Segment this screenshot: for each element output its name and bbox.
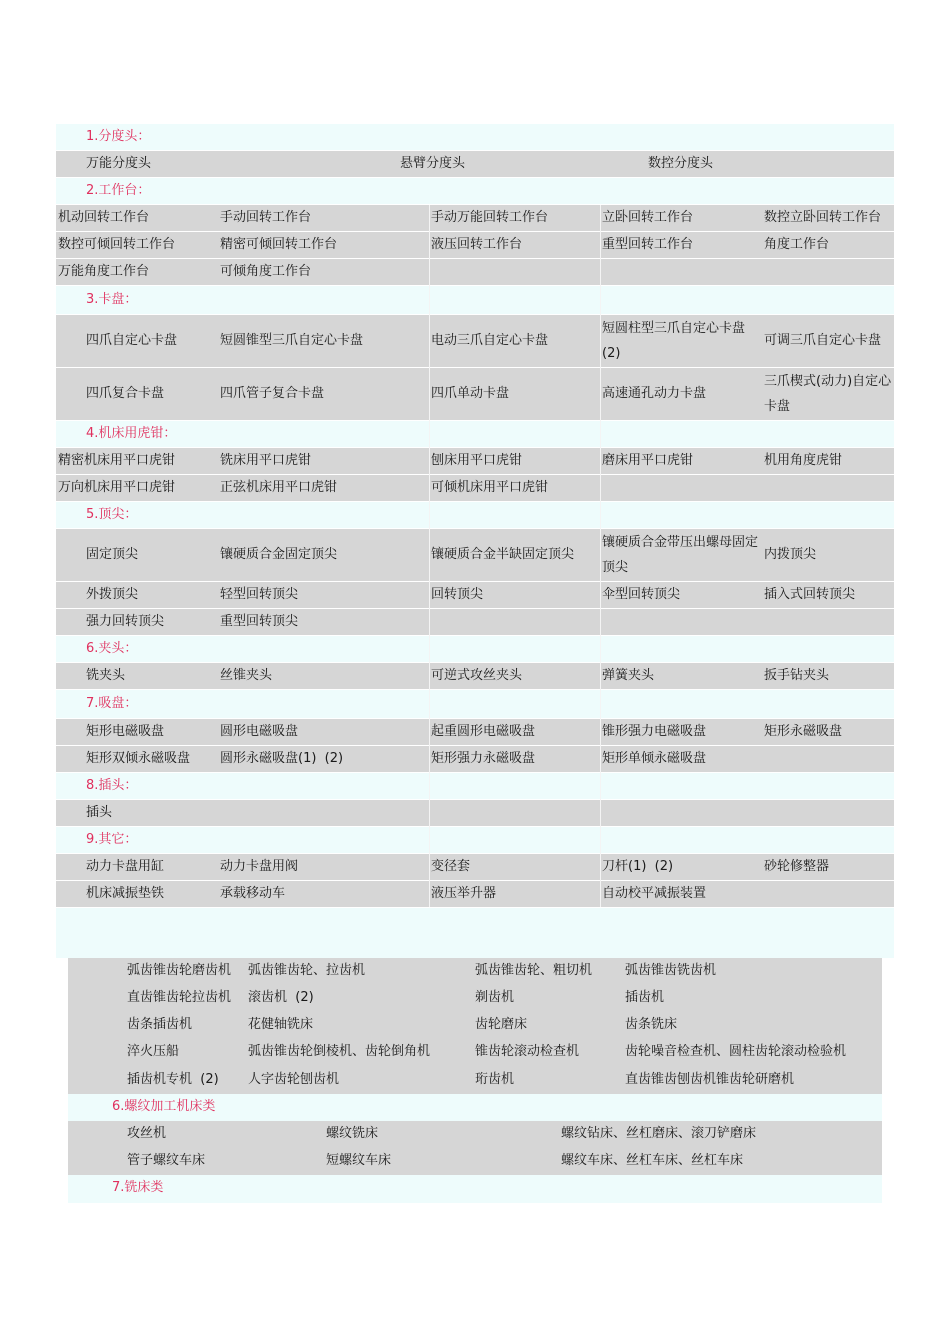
table-row [56,881,894,907]
list-item[interactable]: 动力卡盘用缸 [86,859,165,874]
section-4-heading-row [56,421,894,447]
list-item[interactable]: 三爪楔式(动力)自定心卡盘 [764,374,892,414]
table-row [56,800,894,826]
list-item[interactable]: 悬臂分度头 [400,156,466,171]
list-item[interactable]: 直齿锥齿轮拉齿机 [127,990,232,1005]
list-item[interactable]: 弧齿锥齿轮、拉齿机 [248,963,366,978]
table-row [56,475,894,501]
list-item[interactable]: 数控立卧回转工作台 [764,210,882,225]
list-item[interactable]: 插头 [86,805,113,820]
list-item[interactable]: 珩齿机 [475,1072,515,1087]
table-row [56,609,894,635]
list-item[interactable]: 螺纹钻床、丝杠磨床、滚刀铲磨床 [561,1126,757,1141]
table-row [56,259,894,285]
list-item[interactable]: 镶硬质合金固定顶尖 [220,547,338,562]
list-item[interactable]: 插齿机 [625,990,665,1005]
list-item[interactable]: 弧齿锥齿轮倒棱机、齿轮倒角机 [248,1044,431,1059]
list-item[interactable]: 液压举升器 [431,886,497,901]
list-item[interactable]: 伞型回转顶尖 [602,587,681,602]
list-item[interactable]: 角度工作台 [764,237,830,252]
list-item[interactable]: 滚齿机 (2) [248,990,314,1005]
table-row [56,854,894,880]
list-item[interactable]: 弧齿锥齿轮、粗切机 [475,963,593,978]
list-item[interactable]: 起重圆形电磁吸盘 [431,724,536,739]
list-item[interactable]: 立卧回转工作台 [602,210,694,225]
section-heading: 1.分度头： [86,129,151,144]
section-heading: 6.螺纹加工机床类 [112,1099,216,1114]
list-item[interactable]: 矩形强力永磁吸盘 [431,751,536,766]
list-item[interactable]: 矩形电磁吸盘 [86,724,165,739]
list-item[interactable]: 精密可倾回转工作台 [220,237,338,252]
section-heading: 6.夹头： [86,641,138,656]
list-item[interactable]: 自动校平减振装置 [602,886,707,901]
list-item[interactable]: 万向机床用平口虎钳 [58,480,176,495]
list-item[interactable]: 机床减振垫铁 [86,886,165,901]
section-heading: 2.工作台： [86,183,151,198]
section-heading: 7.吸盘： [86,696,138,711]
list-item[interactable]: 铣夹头 [86,668,126,683]
list-item[interactable]: 齿条铣床 [625,1017,678,1032]
list-item[interactable]: 四爪自定心卡盘 [86,333,178,348]
list-item[interactable]: 短螺纹车床 [326,1153,392,1168]
list-item[interactable]: 数控分度头 [648,156,714,171]
list-item[interactable]: 手动万能回转工作台 [431,210,549,225]
section-2-heading-row [56,178,894,204]
list-item[interactable]: 短圆柱型三爪自定心卡盘(2) [602,321,746,361]
list-item[interactable]: 人字齿轮刨齿机 [248,1072,340,1087]
section-5-heading-row [56,502,894,528]
list-item[interactable]: 圆形电磁吸盘 [220,724,299,739]
list-item[interactable]: 四爪管子复合卡盘 [220,386,325,401]
list-item[interactable]: 螺纹车床、丝杠车床、丝杠车床 [561,1153,744,1168]
list-item[interactable]: 变径套 [431,859,471,874]
column-divider [600,205,601,907]
table-row [68,1067,882,1094]
table-row [56,719,894,745]
section-8-heading-row [56,773,894,799]
list-item[interactable]: 万能分度头 [86,156,152,171]
list-item[interactable]: 高速通孔动力卡盘 [602,386,707,401]
table-row [68,958,882,985]
table-row [68,985,882,1012]
table-row [56,448,894,474]
table-row [68,1121,882,1148]
list-item[interactable]: 花健轴铣床 [248,1017,314,1032]
list-item[interactable]: 重型回转顶尖 [220,614,299,629]
list-item[interactable]: 电动三爪自定心卡盘 [431,333,549,348]
list-item[interactable]: 四爪单动卡盘 [431,386,510,401]
list-item[interactable]: 机用角度虎钳 [764,453,843,468]
list-item[interactable]: 矩形永磁吸盘 [764,724,843,739]
list-item[interactable]: 弧齿锥齿铣齿机 [625,963,717,978]
list-item[interactable]: 精密机床用平口虎钳 [58,453,176,468]
list-item[interactable]: 直齿锥齿刨齿机锥齿轮研磨机 [625,1072,795,1087]
section-3-heading-row [56,286,894,314]
list-item[interactable]: 强力回转顶尖 [86,614,165,629]
table-row [56,232,894,258]
list-item[interactable]: 矩形双倾永磁吸盘 [86,751,191,766]
list-item[interactable]: 内拨顶尖 [764,547,817,562]
list-item[interactable]: 机动回转工作台 [58,210,150,225]
list-item[interactable]: 数控可倾回转工作台 [58,237,176,252]
list-item[interactable]: 锥齿轮滚动检查机 [475,1044,580,1059]
section-heading: 4.机床用虎钳： [86,426,177,441]
list-item[interactable]: 弧齿锥齿轮磨齿机 [127,963,232,978]
list-item[interactable]: 刨床用平口虎钳 [431,453,523,468]
section-heading: 5.顶尖： [86,507,138,522]
table-row [68,1012,882,1039]
table-row [56,529,894,581]
section-heading: 3.卡盘： [86,292,138,307]
list-item[interactable]: 固定顶尖 [86,547,139,562]
list-item[interactable]: 可调三爪自定心卡盘 [764,333,882,348]
list-item[interactable]: 镶硬质合金带压出螺母固定顶尖 [602,535,759,575]
table-row [56,151,894,177]
list-item[interactable]: 可倾角度工作台 [220,264,312,279]
list-item[interactable]: 镶硬质合金半缺固定顶尖 [431,547,575,562]
list-item[interactable]: 轻型回转顶尖 [220,587,299,602]
table-row [56,663,894,689]
list-item[interactable]: 管子螺纹车床 [127,1153,206,1168]
list-item[interactable]: 动力卡盘用阀 [220,859,299,874]
section-1-heading-row [56,124,894,150]
list-item[interactable]: 可逆式攻丝夹头 [431,668,523,683]
list-item[interactable]: 液压回转工作台 [431,237,523,252]
list-item[interactable]: 锥形强力电磁吸盘 [602,724,707,739]
machine-tools-panel [68,958,882,1203]
list-item[interactable]: 扳手钻夹头 [764,668,830,683]
list-item[interactable]: 重型回转工作台 [602,237,694,252]
list-item[interactable]: 齿轮噪音检查机、圆柱齿轮滚动检验机 [625,1044,847,1059]
section-9-heading-row [56,827,894,853]
milling-heading-row [68,1175,882,1203]
list-item[interactable]: 正弦机床用平口虎钳 [220,480,338,495]
section-6-heading-row [56,636,894,662]
list-item[interactable]: 插入式回转顶尖 [764,587,856,602]
list-item[interactable]: 淬火压船 [127,1044,180,1059]
fixtures-panel [56,124,894,958]
list-item[interactable]: 手动回转工作台 [220,210,312,225]
thread-heading-row [68,1094,882,1121]
table-row [56,582,894,608]
list-item[interactable]: 回转顶尖 [431,587,484,602]
section-heading: 7.铣床类 [112,1180,164,1195]
list-item[interactable]: 铣床用平口虎钳 [220,453,312,468]
section-heading: 8.插头： [86,778,138,793]
list-item[interactable]: 剃齿机 [475,990,515,1005]
list-item[interactable]: 可倾机床用平口虎钳 [431,480,549,495]
section-heading: 9.其它： [86,832,138,847]
list-item[interactable]: 外拨顶尖 [86,587,139,602]
list-item[interactable]: 插齿机专机 (2) [127,1072,219,1087]
list-item[interactable]: 弹簧夹头 [602,668,655,683]
column-divider [429,205,430,907]
list-item[interactable]: 磨床用平口虎钳 [602,453,694,468]
list-item[interactable]: 丝锥夹头 [220,668,273,683]
table-row [68,1148,882,1175]
list-item[interactable]: 攻丝机 [127,1126,167,1141]
list-item[interactable]: 螺纹铣床 [326,1126,379,1141]
list-item[interactable]: 圆形永磁吸盘(1) (2) [220,751,344,766]
table-row [68,1039,882,1067]
section-7-heading-row [56,690,894,718]
list-item[interactable]: 刀杆(1) (2) [602,859,674,874]
list-item[interactable]: 承载移动车 [220,886,286,901]
table-row [56,746,894,772]
table-row [56,315,894,367]
table-row [56,205,894,231]
list-item[interactable]: 矩形单倾永磁吸盘 [602,751,707,766]
list-item[interactable]: 四爪复合卡盘 [86,386,165,401]
table-row [56,368,894,420]
list-item[interactable]: 齿轮磨床 [475,1017,528,1032]
list-item[interactable]: 万能角度工作台 [58,264,150,279]
list-item[interactable]: 砂轮修整器 [764,859,830,874]
list-item[interactable]: 齿条插齿机 [127,1017,193,1032]
spacer-row [56,908,894,958]
list-item[interactable]: 短圆锥型三爪自定心卡盘 [220,333,364,348]
